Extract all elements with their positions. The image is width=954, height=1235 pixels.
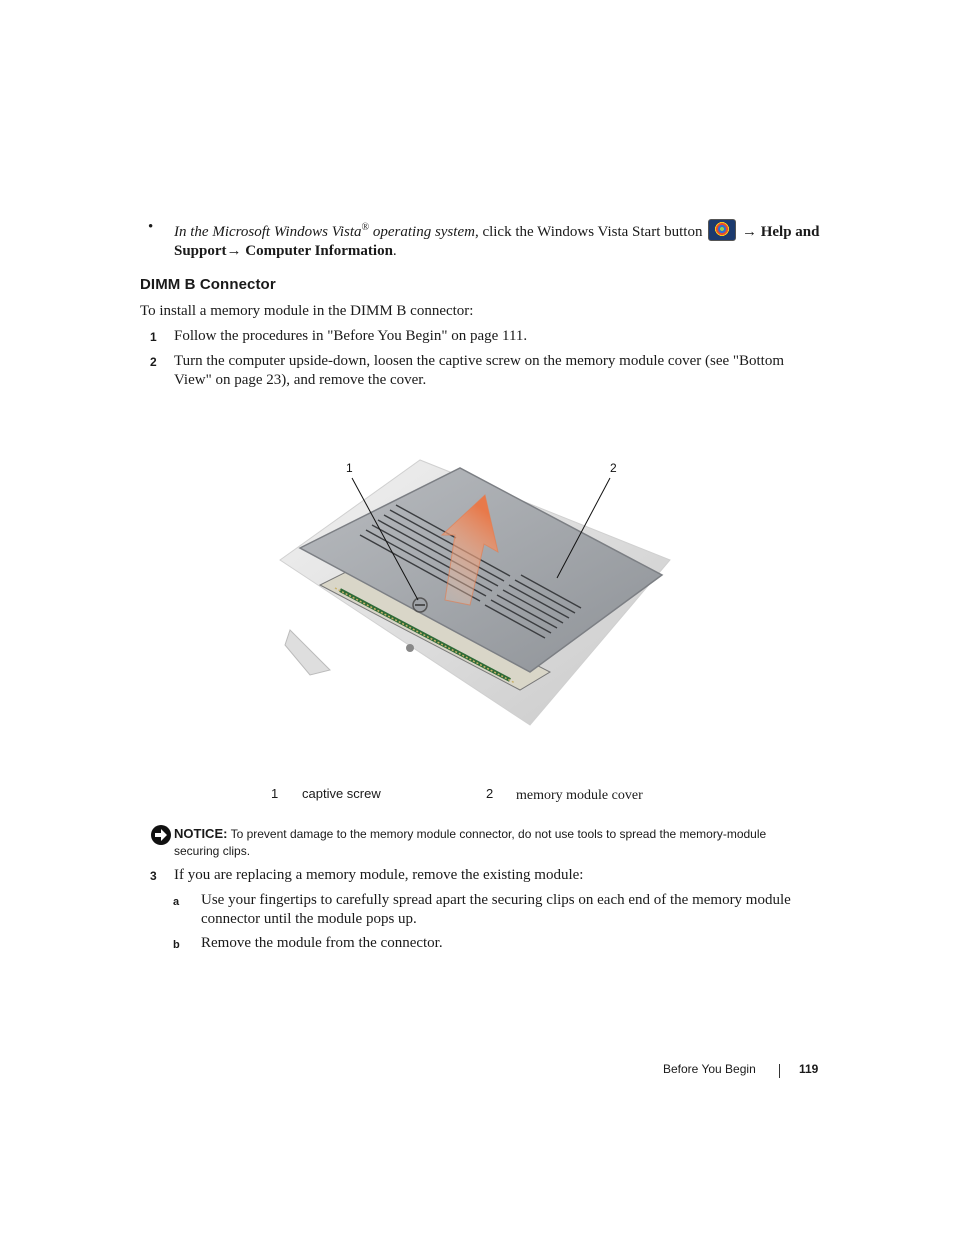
section-intro: To install a memory module in the DIMM B connector: — [140, 303, 474, 319]
substep-letter: a — [173, 896, 180, 908]
caption-1-number: 1 — [271, 786, 279, 801]
step-number: 1 — [150, 330, 157, 344]
registered-mark: ® — [361, 222, 370, 233]
substep-text: Use your fingertips to carefully spread apart the securing clips on each end of the memory module connector until the module pops up. — [201, 892, 791, 927]
caption-2-label: memory module cover — [516, 788, 643, 803]
bullet-text-mid: , click the Windows Vista Start button — [474, 224, 707, 240]
footer-separator — [779, 1064, 780, 1078]
notice-label: NOTICE: — [174, 826, 228, 841]
windows-start-icon — [708, 219, 736, 241]
illustration-svg — [270, 440, 690, 740]
bullet-text — [174, 218, 824, 261]
memory-cover-illustration — [270, 440, 690, 740]
arrow-2: → — [226, 243, 242, 259]
step-text: Turn the computer upside-down, loosen the captive screw on the memory module cover (see "Bottom View" on page 23), and remove the cover. — [174, 353, 785, 388]
step-text: Follow the procedures in "Before You Begin" on page 111. — [174, 328, 528, 344]
caption-2-number: 2 — [486, 786, 494, 801]
bullet-bold-computer-info: Computer Information — [245, 243, 393, 259]
caption-1-label: captive screw — [302, 786, 381, 801]
bullet-bold-help-support: Help and Support — [174, 224, 820, 259]
step-number: 2 — [150, 355, 157, 369]
section-heading: DIMM B Connector — [140, 276, 276, 293]
step-number: 3 — [150, 869, 157, 883]
bullet-marker: • — [148, 219, 154, 235]
arrow-1: → — [741, 224, 757, 240]
footer-section-title: Before You Begin — [663, 1062, 756, 1076]
substep-letter: b — [173, 939, 180, 951]
notice-body: To prevent damage to the memory module connector, do not use tools to spread the memory-module securing clips. — [174, 827, 767, 858]
bullet-italic-prefix: In the Microsoft Windows Vista — [174, 224, 362, 240]
substep-text: Remove the module from the connector. — [201, 935, 443, 951]
footer-page-number: 119 — [799, 1062, 819, 1076]
callout-2: 2 — [610, 461, 617, 475]
bullet-end: . — [392, 243, 397, 259]
callout-1: 1 — [346, 461, 353, 475]
notice-icon — [150, 824, 172, 846]
step-text: If you are replacing a memory module, remove the existing module: — [174, 867, 584, 883]
notice-text — [174, 825, 814, 860]
bullet-italic-suffix: operating system — [369, 224, 475, 240]
